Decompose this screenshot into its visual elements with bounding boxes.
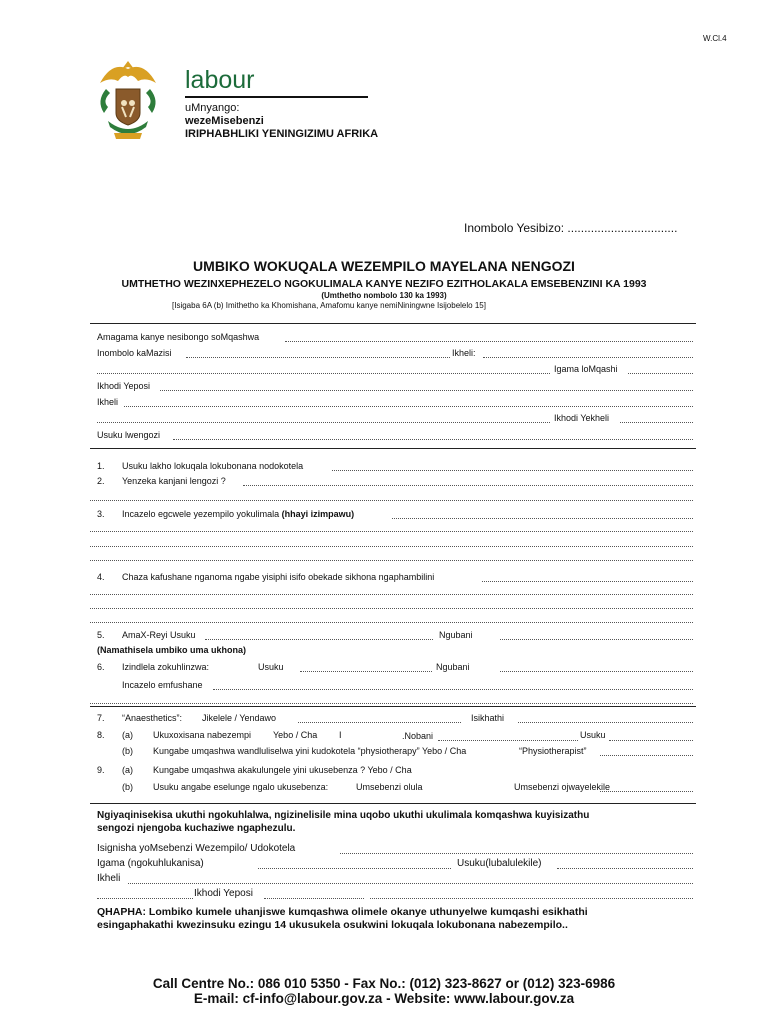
q5-number: 5. (97, 630, 105, 640)
q2-field[interactable] (243, 485, 693, 486)
xray-date-field[interactable] (205, 639, 433, 640)
act-number: (Umthetho nombolo 130 ka 1993) (321, 291, 447, 300)
practice-address-field[interactable] (128, 883, 693, 884)
q1-label: Usuku lakho lokuqala lokubonana nodokotela (122, 461, 304, 471)
sign-date-field[interactable] (557, 868, 693, 869)
id-number-label: Inombolo kaMazisi (97, 348, 172, 358)
signature-field[interactable] (340, 853, 693, 854)
physiotherapist-label: “Physiotherapist” (519, 746, 587, 756)
employer-name-field[interactable] (628, 373, 693, 374)
q6-by-label: Ngubani (436, 662, 470, 672)
q7-time-label: Isikhathi (471, 713, 505, 723)
q4-number: 4. (97, 572, 105, 582)
brand-logo-text: labour (185, 66, 255, 94)
employer-name-label: Igama loMqashi (554, 364, 618, 374)
act-reference: [Isigaba 6A (b) Imithetho ka Khomishana, Amafomu kanye nemiNiningwne Isijobelelo 15] (172, 301, 486, 310)
postal-code-field[interactable] (160, 390, 693, 391)
q8a-text: Ukuxoxisana nabezempi (153, 730, 252, 740)
form-title: UMBIKO WOKUQALA WEZEMPILO MAYELANA NENGOZI (193, 258, 575, 274)
q9b-text: Usuku angabe eselunge ngalo ukusebenza: (153, 782, 329, 792)
department-line3: IRIPHABHLIKI YENINGIZIMU AFRIKA (185, 128, 379, 140)
consult-date-field[interactable] (609, 740, 693, 741)
footer-contact-line2: E-mail: cf-info@labour.gov.za - Website: www.labour.gov.za (193, 991, 575, 1006)
employer-address-field-continued[interactable] (97, 422, 550, 423)
consult-who-field[interactable] (438, 740, 578, 741)
q2-field-line2[interactable] (90, 500, 693, 501)
employee-name-field[interactable] (285, 341, 693, 342)
q3-label: Incazelo egcwele yezempilo yokulimala (122, 509, 280, 519)
anaesthetics-time-field[interactable] (518, 722, 693, 723)
q9a-text[interactable]: Kungabe umqashwa akakulungele yini ukusebenza ? Yebo / Cha (153, 765, 412, 775)
form-subtitle: UMTHETHO WEZINXEPHEZELO NGOKULIMALA KANYE NEZIFO EZITHOLAKALA EMSEBENZINI KA 1993 (121, 278, 647, 290)
q9b-label: (b) (122, 782, 133, 792)
practice-address-line2[interactable] (97, 898, 193, 899)
reference-number-field[interactable]: Inombolo Yesibizo: ................................. (464, 221, 678, 235)
q6-date-label: Usuku (258, 662, 284, 672)
practice-extra-field[interactable] (370, 898, 693, 899)
certification-text-line1: Ngiyaqinisekisa ukuthi ngokuhlalwa, ngizinelisile mina uqobo ukuthi ukulimala komqashwa kuyisizathu (97, 810, 590, 821)
submission-note-line1: QHAPHA: Lombiko kumele uhanjiswe kumqashwa olimele okanye uthunyelwe kumqashi esikhathi (97, 906, 588, 918)
q4-field-line4[interactable] (90, 622, 693, 623)
surgery-by-field[interactable] (500, 671, 693, 672)
q8-number: 8. (97, 730, 105, 740)
address-label: Ikheli: (452, 348, 476, 358)
q6-number: 6. (97, 662, 105, 672)
department-line2: wezeMisebenzi (185, 115, 264, 127)
light-duty-label[interactable]: Umsebenzi olula (356, 782, 423, 792)
q6-label: Izindlela zokuhlinzwa: (122, 662, 210, 672)
practice-postcode-field[interactable] (264, 898, 364, 899)
footer-contact-line1: Call Centre No.: 086 010 5350 - Fax No.: (012) 323-8627 or (012) 323-6986 (152, 976, 616, 991)
q5-label: AmaX-Reyi Usuku (122, 630, 196, 640)
id-number-field[interactable] (186, 357, 450, 358)
address-code-label: Ikhodi Yekheli (554, 413, 610, 423)
q3-label-row (122, 509, 354, 520)
q3-label-bold: (hhayi izimpawu) (281, 509, 355, 519)
normal-duty-field[interactable] (600, 791, 693, 792)
q7-number: 7. (97, 713, 105, 723)
q3-field-line3[interactable] (90, 546, 693, 547)
q8a-who-label: .Nobani (402, 731, 434, 741)
normal-duty-label[interactable]: Umsebenzi ojwayelekile (514, 782, 611, 792)
q8a-label: (a) (122, 730, 133, 740)
q4-label: Chaza kafushane nganoma ngabe yisiphi isifo obekade sikhona ngaphambilini (122, 572, 435, 582)
signature-label: Isignisha yoMsebenzi Wezempilo/ Udokotela (97, 843, 296, 854)
q5-note: (Namathisela umbiko uma ukhona) (97, 645, 247, 655)
q4-field-line3[interactable] (90, 608, 693, 609)
anaesthetics-options[interactable]: Jikelele / Yendawo (202, 713, 277, 723)
q9a-label: (a) (122, 765, 133, 775)
certification-text-line2: sengozi njengoba kuchaziwe ngaphezulu. (97, 823, 296, 834)
q8a-separator: I (339, 730, 342, 740)
q2-label: Yenzeka kanjani lengozi ? (122, 476, 226, 486)
q2-number: 2. (97, 476, 105, 486)
address-code-field[interactable] (620, 422, 693, 423)
accident-date-label: Usuku lwengozi (97, 430, 161, 440)
surgery-description-field[interactable] (213, 689, 693, 690)
q3-number: 3. (97, 509, 105, 519)
q3-field-line4[interactable] (90, 560, 693, 561)
anaesthetics-field[interactable] (298, 722, 461, 723)
coat-of-arms-logo (92, 55, 164, 145)
department-line1: uMnyango: (185, 102, 240, 114)
q1-field[interactable] (332, 470, 693, 471)
q4-field-line2[interactable] (90, 594, 693, 595)
address-field[interactable] (483, 357, 693, 358)
postal-code-label: Ikhodi Yeposi (97, 381, 151, 391)
xray-by-label: Ngubani (439, 630, 473, 640)
q7-label: “Anaesthetics”: (122, 713, 183, 723)
employee-name-label: Amagama kanye nesibongo soMqashwa (97, 332, 260, 342)
surgery-date-field[interactable] (300, 671, 432, 672)
print-name-field[interactable] (258, 868, 451, 869)
surgery-description-line2[interactable] (90, 703, 693, 704)
sign-date-label: Usuku(lubalulekile) (457, 858, 542, 869)
q3-field-line2[interactable] (90, 531, 693, 532)
q1-number: 1. (97, 461, 105, 471)
xray-by-field[interactable] (500, 639, 693, 640)
address-field-continued[interactable] (97, 373, 550, 374)
practice-postcode-label: Ikhodi Yeposi (194, 888, 253, 899)
form-code: W.Cl.4 (703, 34, 727, 43)
section-divider (90, 448, 696, 449)
section-divider (90, 803, 696, 804)
employer-address-field[interactable] (124, 406, 693, 407)
print-name-label: Igama (ngokuhlukanisa) (97, 858, 204, 869)
q3-field[interactable] (392, 518, 693, 519)
consult-yes-no[interactable]: Yebo / Cha (273, 730, 318, 740)
brand-underline (185, 96, 368, 98)
section-divider (90, 706, 696, 707)
q4-field[interactable] (482, 581, 693, 582)
employer-address-label: Ikheli (97, 397, 119, 407)
physiotherapist-field[interactable] (600, 755, 693, 756)
q6-desc-label: Incazelo emfushane (122, 680, 203, 690)
practice-address-label: Ikheli (97, 873, 121, 884)
q8a-date-label: Usuku (580, 730, 606, 740)
q8b-text[interactable]: Kungabe umqashwa wandluliselwa yini kudokotela “physiotherapy” Yebo / Cha (153, 746, 467, 756)
submission-note-line2: esingaphakathi kwezinsuku ezingu 14 ukusukela osukwini lokuqala lokubonana nabezempilo.. (97, 919, 568, 931)
accident-date-field[interactable] (173, 439, 693, 440)
q8b-label: (b) (122, 746, 133, 756)
q9-number: 9. (97, 765, 105, 775)
section-divider (90, 323, 696, 324)
